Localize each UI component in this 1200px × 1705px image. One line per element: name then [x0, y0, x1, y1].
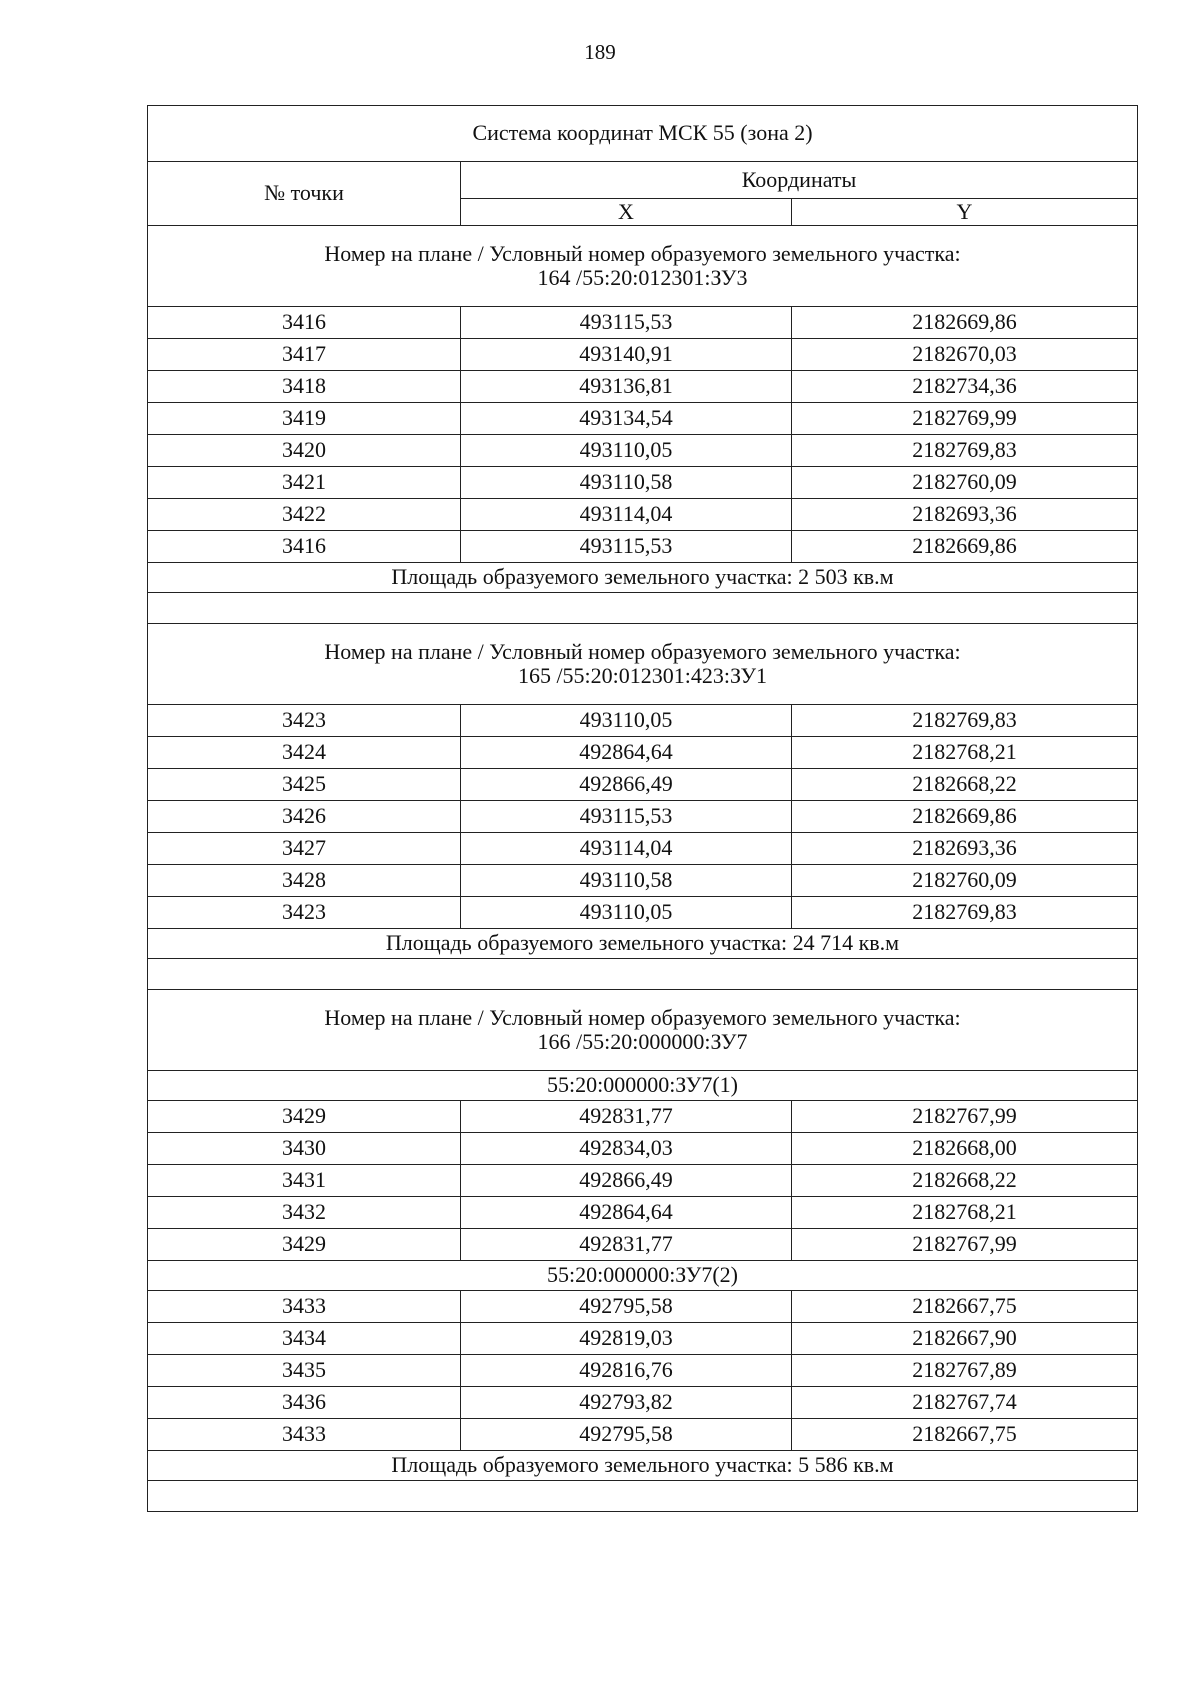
point-number-cell: 3422	[148, 499, 461, 531]
plot-id: 165 /55:20:012301:423:ЗУ1	[517, 663, 768, 688]
table-row	[148, 1229, 1138, 1261]
y-header: Y	[792, 199, 1138, 226]
plot-label: Номер на плане / Условный номер образуемого земельного участка:	[324, 1004, 961, 1030]
table-row	[148, 897, 1138, 929]
y-coordinate-cell: 2182769,83	[792, 705, 1138, 737]
y-coordinate-cell: 2182734,36	[792, 371, 1138, 403]
plot-area: Площадь образуемого земельного участка: 24 714 кв.м	[148, 929, 1138, 959]
point-number-cell: 3418	[148, 371, 461, 403]
y-coordinate-cell: 2182760,09	[792, 865, 1138, 897]
table-row	[148, 403, 1138, 435]
plot-header-row	[148, 226, 1138, 307]
point-number-cell: 3429	[148, 1229, 461, 1261]
x-coordinate-cell: 493110,05	[461, 705, 792, 737]
x-coordinate-cell: 493110,05	[461, 435, 792, 467]
y-coordinate-cell: 2182769,83	[792, 435, 1138, 467]
table-row	[148, 499, 1138, 531]
point-number-cell: 3433	[148, 1291, 461, 1323]
table-row	[148, 467, 1138, 499]
table-row	[148, 1101, 1138, 1133]
point-number-cell: 3429	[148, 1101, 461, 1133]
x-header: X	[461, 199, 792, 226]
table-row	[148, 1323, 1138, 1355]
plot-area: Площадь образуемого земельного участка: 5 586 кв.м	[148, 1451, 1138, 1481]
part-subtitle: 55:20:000000:ЗУ7(2)	[148, 1261, 1138, 1291]
table-row	[148, 435, 1138, 467]
table-row	[148, 1355, 1138, 1387]
x-coordinate-cell: 492795,58	[461, 1419, 792, 1451]
x-coordinate-cell: 493140,91	[461, 339, 792, 371]
point-number-cell: 3421	[148, 467, 461, 499]
point-number-cell: 3423	[148, 897, 461, 929]
x-coordinate-cell: 493115,53	[461, 801, 792, 833]
spacer-row	[148, 959, 1138, 990]
x-coordinate-cell: 493114,04	[461, 499, 792, 531]
table-row	[148, 865, 1138, 897]
table-row	[148, 833, 1138, 865]
y-coordinate-cell: 2182668,22	[792, 769, 1138, 801]
x-coordinate-cell: 492816,76	[461, 1355, 792, 1387]
plot-header-cell	[148, 226, 1138, 307]
y-coordinate-cell: 2182767,99	[792, 1229, 1138, 1261]
table-row	[148, 1291, 1138, 1323]
plot-label: Номер на плане / Условный номер образуемого земельного участка:	[324, 240, 961, 266]
x-coordinate-cell: 493110,58	[461, 467, 792, 499]
x-coordinate-cell: 493115,53	[461, 531, 792, 563]
plot-area: Площадь образуемого земельного участка: 2 503 кв.м	[148, 563, 1138, 593]
plot-id: 164 /55:20:012301:ЗУ3	[537, 265, 748, 290]
part-subtitle-row	[148, 1071, 1138, 1101]
part-subtitle: 55:20:000000:ЗУ7(1)	[148, 1071, 1138, 1101]
coordinates-table	[147, 105, 1138, 1512]
point-number-cell: 3425	[148, 769, 461, 801]
table-row	[148, 737, 1138, 769]
area-row	[148, 929, 1138, 959]
coordinate-system-title: Система координат МСК 55 (зона 2)	[148, 106, 1138, 162]
point-number-cell: 3419	[148, 403, 461, 435]
empty-row-cell	[148, 1481, 1138, 1512]
point-number-cell: 3420	[148, 435, 461, 467]
plot-id: 166 /55:20:000000:ЗУ7	[537, 1029, 748, 1054]
x-coordinate-cell: 493115,53	[461, 307, 792, 339]
table-row	[148, 1197, 1138, 1229]
plot-header-cell	[148, 990, 1138, 1071]
plot-label: Номер на плане / Условный номер образуемого земельного участка:	[324, 638, 961, 664]
table-row	[148, 307, 1138, 339]
y-coordinate-cell: 2182669,86	[792, 307, 1138, 339]
plot-header-row	[148, 990, 1138, 1071]
table-row	[148, 769, 1138, 801]
y-coordinate-cell: 2182767,99	[792, 1101, 1138, 1133]
empty-row-cell	[148, 959, 1138, 990]
table-row	[148, 339, 1138, 371]
point-number-cell: 3423	[148, 705, 461, 737]
plot-header-cell	[148, 624, 1138, 705]
point-number-cell: 3434	[148, 1323, 461, 1355]
table-row	[148, 1133, 1138, 1165]
table-header-row	[148, 162, 1138, 199]
spacer-row	[148, 593, 1138, 624]
point-number-cell: 3424	[148, 737, 461, 769]
y-coordinate-cell: 2182667,75	[792, 1419, 1138, 1451]
coordinates-table-body	[148, 106, 1138, 1512]
area-row	[148, 563, 1138, 593]
y-coordinate-cell: 2182760,09	[792, 467, 1138, 499]
page-number: 189	[584, 40, 616, 64]
x-coordinate-cell: 492866,49	[461, 1165, 792, 1197]
x-coordinate-cell: 493136,81	[461, 371, 792, 403]
y-coordinate-cell: 2182769,99	[792, 403, 1138, 435]
point-number-header: № точки	[148, 162, 461, 226]
part-subtitle-row	[148, 1261, 1138, 1291]
point-number-cell: 3432	[148, 1197, 461, 1229]
point-number-cell: 3431	[148, 1165, 461, 1197]
x-coordinate-cell: 492819,03	[461, 1323, 792, 1355]
y-coordinate-cell: 2182693,36	[792, 833, 1138, 865]
y-coordinate-cell: 2182668,00	[792, 1133, 1138, 1165]
point-number-cell: 3436	[148, 1387, 461, 1419]
table-row	[148, 531, 1138, 563]
table-title-row	[148, 106, 1138, 162]
x-coordinate-cell: 492866,49	[461, 769, 792, 801]
y-coordinate-cell: 2182667,75	[792, 1291, 1138, 1323]
coordinates-header: Координаты	[461, 162, 1138, 199]
plot-header-row	[148, 624, 1138, 705]
y-coordinate-cell: 2182669,86	[792, 801, 1138, 833]
y-coordinate-cell: 2182693,36	[792, 499, 1138, 531]
y-coordinate-cell: 2182670,03	[792, 339, 1138, 371]
table-row	[148, 705, 1138, 737]
table-row	[148, 1419, 1138, 1451]
point-number-cell: 3430	[148, 1133, 461, 1165]
x-coordinate-cell: 492795,58	[461, 1291, 792, 1323]
point-number-cell: 3433	[148, 1419, 461, 1451]
area-row	[148, 1451, 1138, 1481]
table-row	[148, 801, 1138, 833]
y-coordinate-cell: 2182668,22	[792, 1165, 1138, 1197]
x-coordinate-cell: 493110,05	[461, 897, 792, 929]
y-coordinate-cell: 2182667,90	[792, 1323, 1138, 1355]
table-row	[148, 1387, 1138, 1419]
spacer-row	[148, 1481, 1138, 1512]
point-number-cell: 3426	[148, 801, 461, 833]
x-coordinate-cell: 492831,77	[461, 1101, 792, 1133]
x-coordinate-cell: 493110,58	[461, 865, 792, 897]
empty-row-cell	[148, 593, 1138, 624]
x-coordinate-cell: 492831,77	[461, 1229, 792, 1261]
point-number-cell: 3417	[148, 339, 461, 371]
y-coordinate-cell: 2182769,83	[792, 897, 1138, 929]
point-number-cell: 3427	[148, 833, 461, 865]
x-coordinate-cell: 493134,54	[461, 403, 792, 435]
x-coordinate-cell: 492864,64	[461, 737, 792, 769]
table-row	[148, 371, 1138, 403]
point-number-cell: 3428	[148, 865, 461, 897]
point-number-cell: 3435	[148, 1355, 461, 1387]
point-number-cell: 3416	[148, 531, 461, 563]
y-coordinate-cell: 2182669,86	[792, 531, 1138, 563]
table-row	[148, 1165, 1138, 1197]
point-number-cell: 3416	[148, 307, 461, 339]
x-coordinate-cell: 493114,04	[461, 833, 792, 865]
x-coordinate-cell: 492793,82	[461, 1387, 792, 1419]
x-coordinate-cell: 492864,64	[461, 1197, 792, 1229]
y-coordinate-cell: 2182768,21	[792, 737, 1138, 769]
y-coordinate-cell: 2182767,74	[792, 1387, 1138, 1419]
y-coordinate-cell: 2182768,21	[792, 1197, 1138, 1229]
x-coordinate-cell: 492834,03	[461, 1133, 792, 1165]
y-coordinate-cell: 2182767,89	[792, 1355, 1138, 1387]
